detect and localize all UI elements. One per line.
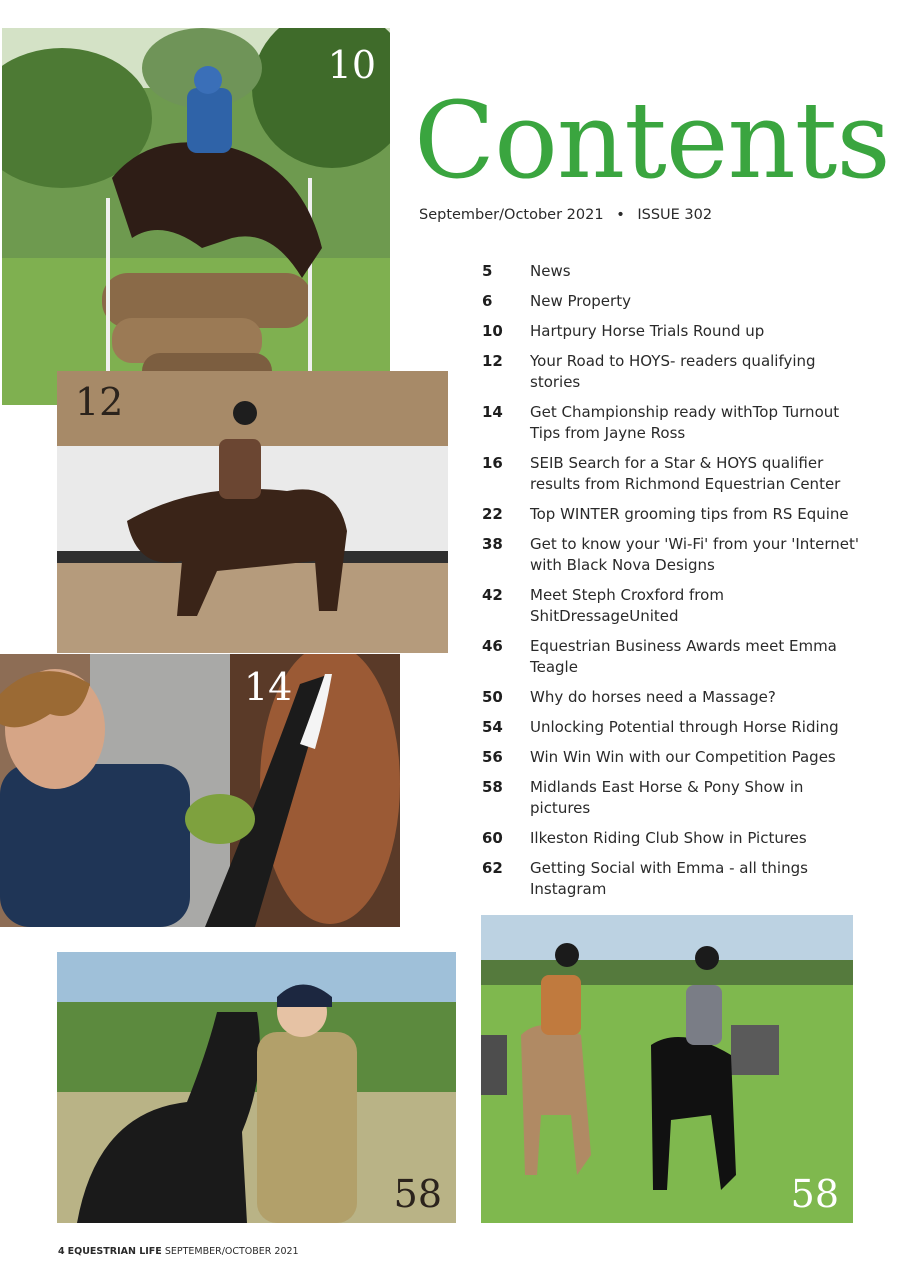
contents-item[interactable] [482, 717, 862, 738]
contents-page-number: 54 [482, 718, 503, 736]
photo-show-pony-arena [57, 371, 448, 653]
issue-line [419, 207, 712, 223]
contents-item-title: Hartpury Horse Trials Round up [530, 322, 765, 340]
photo-rider-with-pony [57, 952, 456, 1223]
issue-separator: • [616, 207, 625, 223]
contents-item-title: Ilkeston Riding Club Show in Pictures [530, 829, 807, 847]
contents-page-number: 56 [482, 748, 503, 766]
contents-item-title: Get to know your 'Wi-Fi' from your 'Internet' with Black Nova Designs [530, 535, 860, 574]
contents-item-title: Unlocking Potential through Horse Riding [530, 718, 839, 736]
contents-item[interactable] [482, 687, 862, 708]
contents-page-number: 12 [482, 352, 503, 370]
photo-page-number: 58 [790, 1172, 839, 1216]
contents-item[interactable] [482, 291, 862, 312]
contents-page-number: 46 [482, 637, 503, 655]
contents-page-number: 6 [482, 292, 493, 310]
contents-item-title: Equestrian Business Awards meet Emma Teagle [530, 637, 837, 676]
contents-page-number: 5 [482, 262, 493, 280]
contents-item[interactable] [482, 636, 862, 678]
footer-page-number: 4 [58, 1246, 65, 1257]
contents-page-number: 38 [482, 535, 503, 553]
issue-date: September/October 2021 [419, 207, 604, 223]
contents-item-title: New Property [530, 292, 631, 310]
contents-item-title: SEIB Search for a Star & HOYS qualifier results from Richmond Equestrian Center [530, 454, 841, 493]
contents-item-title: Why do horses need a Massage? [530, 688, 776, 706]
contents-item[interactable] [482, 747, 862, 768]
photo-page-number: 14 [244, 665, 293, 709]
contents-list [482, 261, 862, 909]
photo-page-number: 58 [393, 1172, 442, 1216]
photo-cross-country [2, 28, 390, 405]
contents-item[interactable] [482, 858, 862, 900]
page-footer [58, 1246, 299, 1257]
contents-item[interactable] [482, 453, 862, 495]
contents-item-title: Meet Steph Croxford from ShitDressageUnited [530, 586, 724, 625]
grooming-illustration [0, 654, 400, 927]
contents-page-number: 10 [482, 322, 503, 340]
contents-item-title: Win Win Win with our Competition Pages [530, 748, 836, 766]
contents-page-number: 42 [482, 586, 503, 604]
contents-item-title: Your Road to HOYS- readers qualifying stories [530, 352, 816, 391]
contents-page-number: 60 [482, 829, 503, 847]
contents-item-title: Midlands East Horse & Pony Show in pictures [530, 778, 804, 817]
footer-magazine-name: EQUESTRIAN LIFE [67, 1246, 162, 1257]
contents-item[interactable] [482, 534, 862, 576]
contents-item-title: News [530, 262, 571, 280]
contents-item[interactable] [482, 828, 862, 849]
photo-page-number: 10 [327, 43, 376, 87]
photo-page-number: 12 [75, 380, 124, 424]
contents-page-number: 50 [482, 688, 503, 706]
contents-item-title: Getting Social with Emma - all things Instagram [530, 859, 808, 898]
contents-page-number: 16 [482, 454, 503, 472]
contents-item[interactable] [482, 321, 862, 342]
contents-item[interactable] [482, 351, 862, 393]
contents-page-number: 14 [482, 403, 503, 421]
page-title: Contents [414, 79, 890, 202]
issue-number: ISSUE 302 [637, 207, 713, 223]
contents-item[interactable] [482, 504, 862, 525]
contents-item[interactable] [482, 777, 862, 819]
contents-page-number: 58 [482, 778, 503, 796]
contents-page-number: 22 [482, 505, 503, 523]
contents-item[interactable] [482, 402, 862, 444]
contents-page-number: 62 [482, 859, 503, 877]
contents-item[interactable] [482, 261, 862, 282]
photo-grooming-tail [0, 654, 400, 927]
contents-item[interactable] [482, 585, 862, 627]
footer-issue-date: SEPTEMBER/OCTOBER 2021 [164, 1246, 299, 1257]
contents-item-title: Get Championship ready withTop Turnout Tips from Jayne Ross [530, 403, 840, 442]
photo-two-riders-show [481, 915, 853, 1223]
contents-item-title: Top WINTER grooming tips from RS Equine [530, 505, 849, 523]
